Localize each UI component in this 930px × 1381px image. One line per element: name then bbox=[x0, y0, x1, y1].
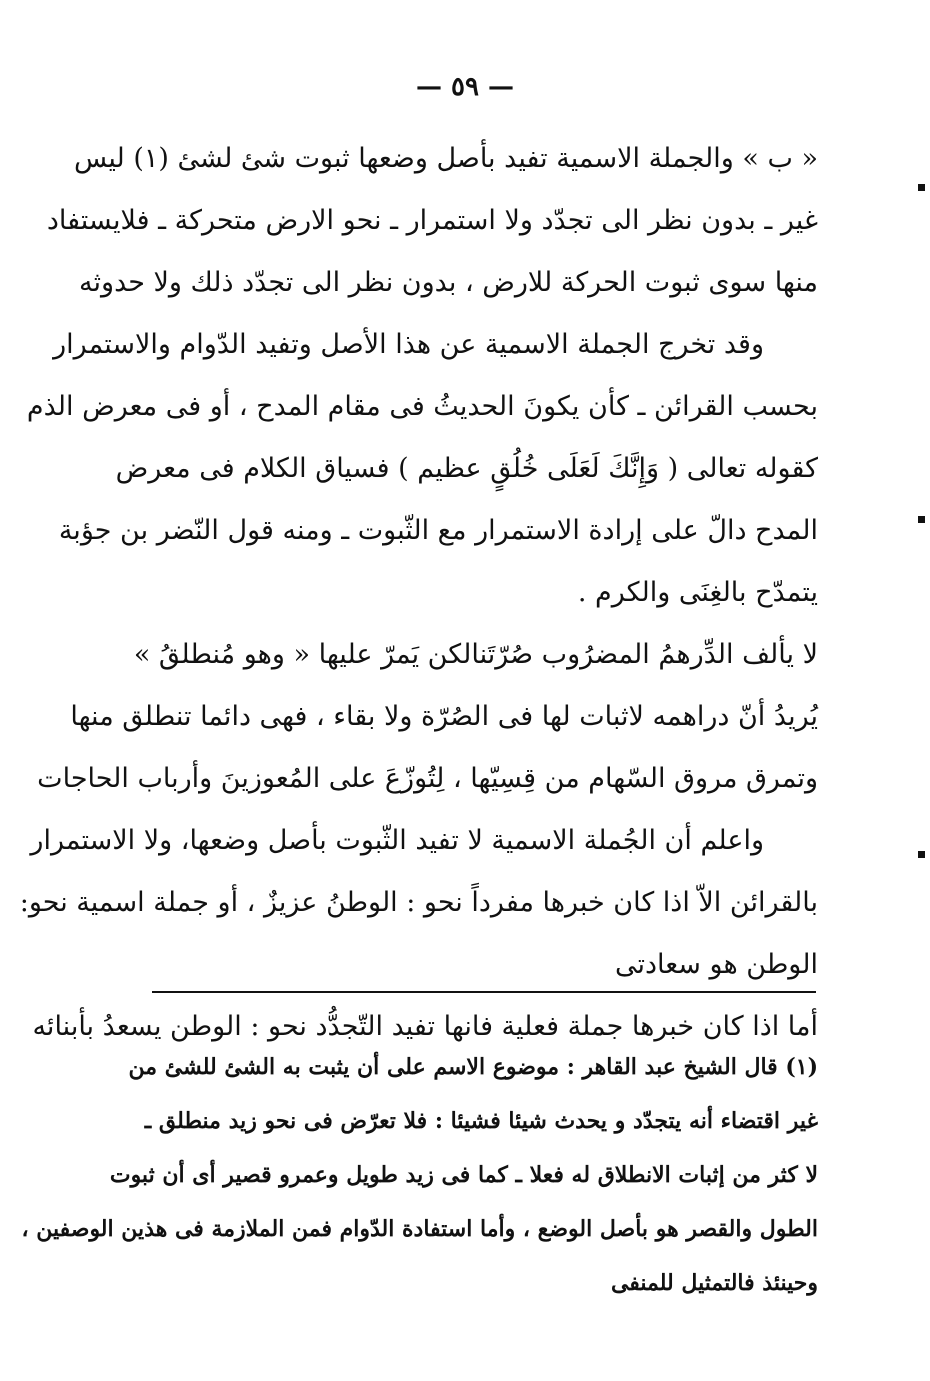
footnote-line: وحينئذ فالتمثيل للمنفى bbox=[610, 1270, 818, 1296]
body-line: بالقرائن الاّ اذا كان خبرها مفرداً نحو : الوطنُ عزيزٌ ، أو جملة اسمية نحو: bbox=[19, 887, 818, 918]
margin-mark bbox=[918, 184, 925, 191]
body-line: الوطن هو سعادتى bbox=[615, 949, 818, 980]
footnote-line: (١) قال الشيخ عبد القاهر : موضوع الاسم على أن يثبت به الشئ للشئ من bbox=[128, 1054, 818, 1080]
body-line: « ب » والجملة الاسمية تفيد بأصل وضعها ثبوت شئ لشئ (١) ليس bbox=[73, 143, 818, 174]
body-line: كقوله تعالى ( وَإِنَّكَ لَعَلَى خُلُقٍ عظيم ) فسياق الكلام فى معرض bbox=[115, 453, 818, 484]
poetry-verse bbox=[133, 624, 818, 686]
footnote-line: الطول والقصر هو بأصل الوضع ، وأما استفادة الدّوام فمن الملازمة فى هذين الوصفين ، bbox=[21, 1216, 818, 1242]
margin-mark bbox=[918, 851, 925, 858]
body-line: المدح دالّ على إرادة الاستمرار مع الثّبوت ـ ومنه قول النّضر بن جؤبة bbox=[58, 515, 818, 546]
body-line: وتمرق مروق السّهام من قِسِيّها ، لِتُوزّعَ على المُعوزينَ وأرباب الحاجات bbox=[37, 763, 818, 794]
body-line: يتمدّح بالغِنَى والكرم . bbox=[577, 577, 818, 608]
margin-mark bbox=[918, 516, 925, 523]
body-line: واعلم أن الجُملة الاسمية لا تفيد الثّبوت بأصل وضعها، ولا الاستمرار bbox=[30, 825, 764, 856]
body-line: يُريدُ أنّ دراهمه لاثبات لها فى الصُرّة ولا بقاء ، فهى دائما تنطلق منها bbox=[70, 701, 818, 732]
footnote-line: لا كثر من إثبات الانطلاق له فعلا ـ كما فى زيد طويل وعمرو قصير أى أن ثبوت bbox=[109, 1162, 818, 1188]
body-line: بحسب القرائن ـ كأن يكونَ الحديثُ فى مقام المدح ، أو فى معرض الذم bbox=[26, 391, 818, 422]
footnotes bbox=[21, 1040, 818, 1310]
body-line: أما اذا كان خبرها جملة فعلية فانها تفيد التّجدُّد نحو : الوطن يسعدُ بأبنائه bbox=[32, 1011, 818, 1042]
verse-second-hemistich: لكن يَمرّ عليها « وهو مُنطلقُ » bbox=[133, 639, 472, 670]
main-text bbox=[19, 128, 818, 1058]
footnote-separator bbox=[152, 991, 816, 993]
page-number: — ٥٩ — bbox=[415, 72, 515, 102]
body-line: غير ـ بدون نظر الى تجدّد ولا استمرار ـ نحو الارض متحركة ـ فلايستفاد bbox=[46, 205, 818, 236]
body-line: منها سوى ثبوت الحركة للارض ، بدون نظر الى تجدّد ذلك ولا حدوثه bbox=[79, 267, 818, 298]
footnote-line: غير اقتضاء أنه يتجدّد و يحدث شيئا فشيئا : فلا تعرّض فى نحو زيد منطلق ـ bbox=[144, 1108, 818, 1134]
body-line: وقد تخرج الجملة الاسمية عن هذا الأصل وتفيد الدّوام والاستمرار bbox=[53, 329, 764, 360]
verse-first-hemistich: لا يألف الدِّرهمُ المضرُوب صُرّتَنا bbox=[471, 639, 818, 670]
